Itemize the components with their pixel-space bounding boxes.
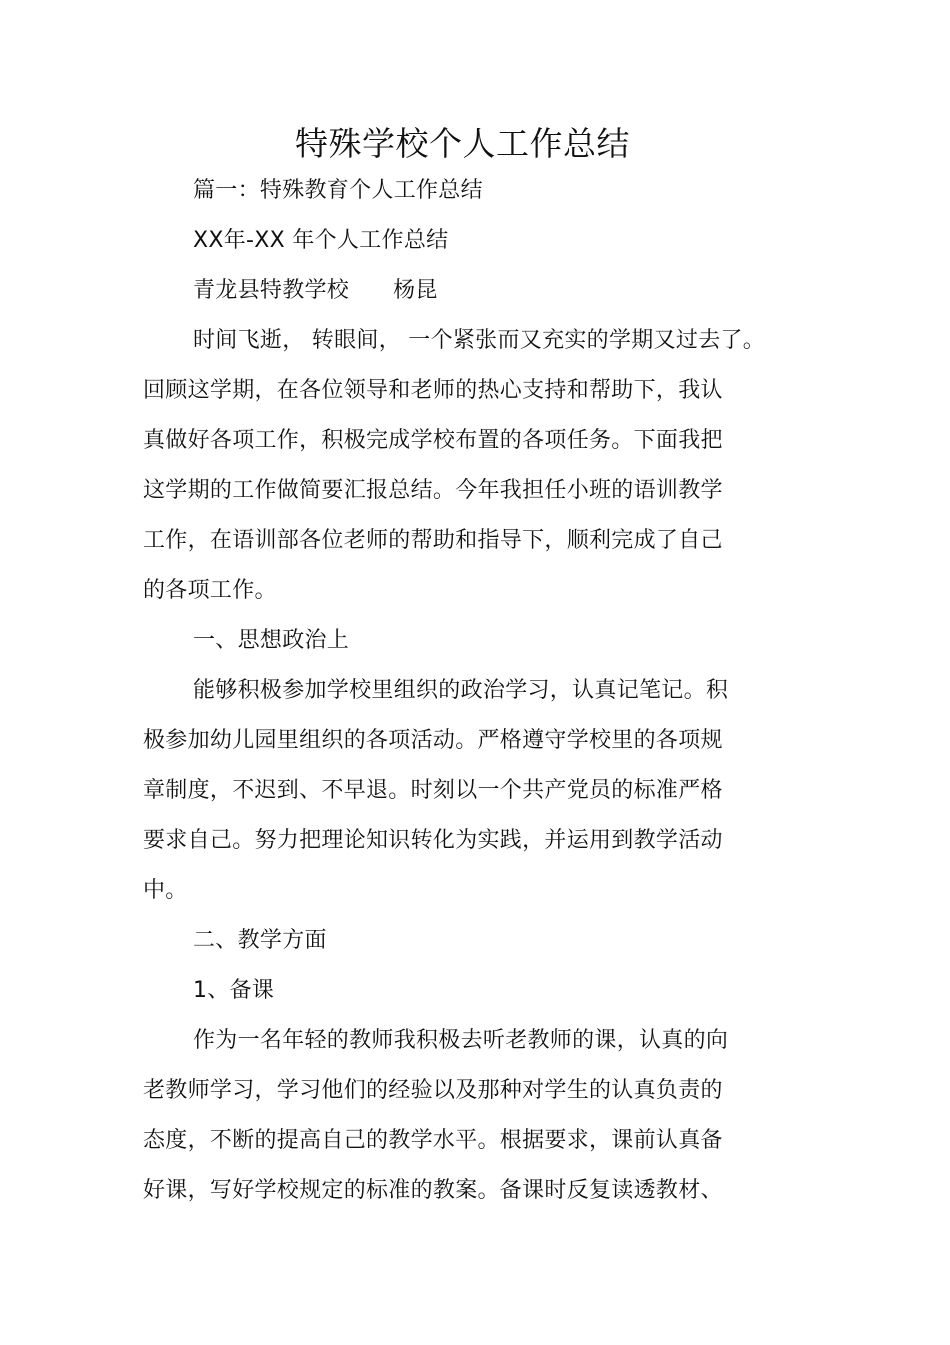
paragraph-line: 作为一名年轻的教师我积极去听老教师的课，认真的向 [193, 1028, 729, 1053]
author-school: 青龙县特教学校 [193, 278, 350, 303]
paragraph-line: 时间飞逝， 转眼间， 一个紧张而又充实的学期又过去了。 [193, 328, 766, 353]
paragraph-line: 的各项工作。 [143, 578, 277, 603]
author-line [193, 276, 438, 306]
paragraph-line: 这学期的工作做简要汇报总结。今年我担任小班的语训教学 [143, 478, 723, 503]
author-name: 杨昆 [393, 278, 438, 303]
paragraph-line: 能够积极参加学校里组织的政治学习，认真记笔记。积 [193, 678, 729, 703]
section-heading: 一、思想政治上 [193, 628, 350, 653]
paragraph-line: 态度，不断的提高自己的教学水平。根据要求，课前认真备 [143, 1128, 723, 1153]
period-heading: XX年-XX 年个人工作总结 [193, 228, 449, 253]
subsection-heading: 1、备课 [193, 978, 275, 1003]
paragraph-line: 真做好各项工作，积极完成学校布置的各项任务。下面我把 [143, 428, 723, 453]
paragraph-line: 要求自己。努力把理论知识转化为实践，并运用到教学活动 [143, 828, 723, 853]
paragraph-line: 回顾这学期，在各位领导和老师的热心支持和帮助下，我认 [143, 378, 723, 403]
paragraph-line: 极参加幼儿园里组织的各项活动。严格遵守学校里的各项规 [143, 728, 723, 753]
paragraph-line: 章制度，不迟到、不早退。时刻以一个共产党员的标准严格 [143, 778, 723, 803]
document-title: 特殊学校个人工作总结 [295, 124, 630, 163]
article-heading: 篇一：特殊教育个人工作总结 [193, 178, 483, 203]
paragraph-line: 老教师学习，学习他们的经验以及那种对学生的认真负责的 [143, 1078, 723, 1103]
paragraph-line: 好课，写好学校规定的标准的教案。备课时反复读透教材、 [143, 1178, 723, 1203]
paragraph-line: 中。 [143, 878, 188, 903]
section-heading: 二、教学方面 [193, 928, 327, 953]
paragraph-line: 工作，在语训部各位老师的帮助和指导下，顺利完成了自己 [143, 528, 723, 553]
